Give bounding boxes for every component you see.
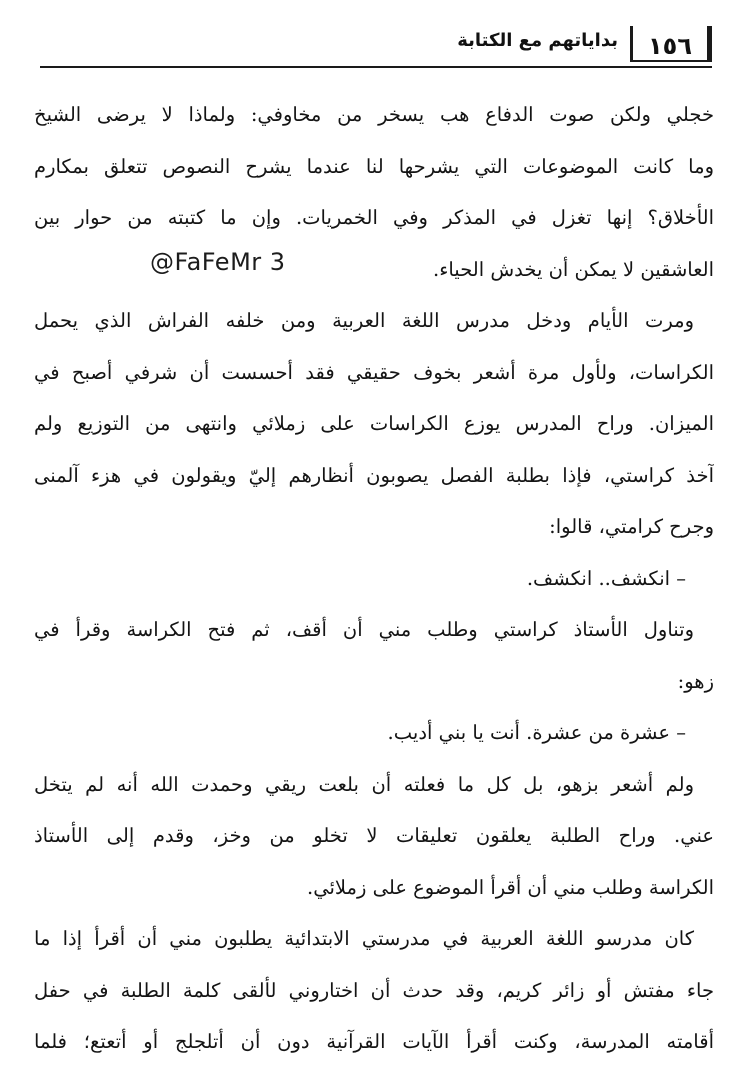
text-line: وجرح كرامتي، قالوا:: [549, 515, 714, 538]
dialogue-line: – انكشف.. انكشف.: [526, 566, 686, 590]
dialogue-line: – عشرة من عشرة. أنت يا بني أديب.: [387, 721, 686, 744]
text-line: وتناول الأستاذ كراستي وطلب مني أن أقف، ثم فتح الكراسة وقرأ في: [34, 618, 694, 641]
watermark: @FaFeMr 3: [150, 248, 286, 276]
running-title: بداياتهم مع الكتابة: [457, 30, 618, 51]
text-line: وما كانت الموضوعات التي يشرحها لنا عندما يشرح النصوص تتعلق بمكارم: [34, 154, 714, 178]
header-rule: [40, 66, 712, 68]
text-line: الأخلاق؟ إنها تغزل في المذكر وفي الخمريات. وإن ما كتبته من حوار بين: [34, 206, 714, 229]
text-line: الكراسة وطلب مني أن أقرأ الموضوع على زملائي.: [307, 875, 714, 899]
text-line: ولم أشعر بزهو، بل كل ما فعلته أن بلعت ريقي وحمدت الله أنه لم يتخل: [34, 772, 694, 796]
text-line: عني. وراح الطلبة يعلقون تعليقات لا تخلو من وخز، وقدم إلى الأستاذ: [34, 824, 714, 847]
text-line: العاشقين لا يمكن أن يخدش الحياء.: [433, 257, 714, 281]
page-number-box: [630, 26, 712, 62]
text-line: زهو:: [677, 669, 714, 693]
text-line: كان مدرسو اللغة العربية في مدرستي الابتدائية يطلبون مني أن أقرأ إذا ما: [34, 927, 694, 950]
text-line: ومرت الأيام ودخل مدرس اللغة العربية ومن خلفه الفراش الذي يحمل: [34, 309, 694, 332]
page-number: ١٥٦: [648, 32, 692, 60]
body-text: [34, 96, 714, 1075]
text-line: جاء مفتش أو زائر كريم، وقد حدث أن اختاروني لألقى كلمة الطلبة في حفل: [34, 978, 714, 1002]
text-line: الكراسات، ولأول مرة أشعر بخوف حقيقي فقد أحسست أن شرفي أصبح في: [34, 360, 714, 384]
text-line: خجلي ولكن صوت الدفاع هب يسخر من مخاوفي: ولماذا لا يرضى الشيخ: [34, 103, 714, 126]
text-line: آخذ كراستي، فإذا بطلبة الفصل يصوبون أنظارهم إليّ ويقولون في هزء آلمنى: [34, 463, 714, 487]
page-header: [40, 22, 712, 70]
text-line: الميزان. وراح المدرس يوزع الكراسات على زملائي وانتهى من التوزيع ولم: [34, 412, 714, 435]
text-line: أقامته المدرسة، وكنت أقرأ الآيات القرآنية دون أن أتلجلج أو أتعتع؛ فلما: [34, 1030, 714, 1053]
